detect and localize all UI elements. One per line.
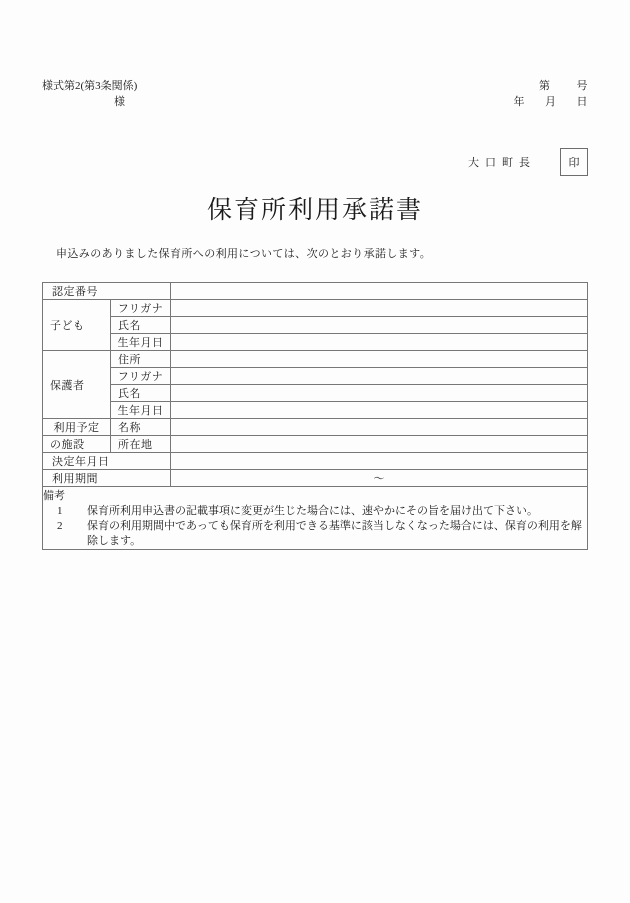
- facility-location-label: 所在地: [111, 436, 171, 453]
- header-top-row: [42, 78, 588, 94]
- header-second-row: [42, 94, 588, 110]
- table-row-guardian-address: [43, 351, 588, 368]
- approval-form-table: [42, 282, 588, 550]
- table-row-guardian-furigana: [43, 368, 588, 385]
- document-date-field: [514, 94, 589, 110]
- remarks-item-text: 保育の利用期間中であっても保育所を利用できる基準に該当しなくなった場合には、保育の利用を解除します。: [87, 520, 582, 547]
- remarks-list: [43, 504, 587, 549]
- table-row-usage-period: [43, 470, 588, 487]
- document-number-field: [539, 78, 588, 94]
- child-furigana-value[interactable]: [171, 300, 588, 317]
- issuer-line: [42, 148, 588, 176]
- certification-number-label: 認定番号: [43, 283, 171, 300]
- usage-period-label: 利用期間: [43, 470, 171, 487]
- date-month-label: 月: [545, 96, 557, 108]
- guardian-name-label: 氏名: [111, 385, 171, 402]
- remarks-title: 備考: [43, 490, 65, 502]
- table-row-guardian-birthdate: [43, 402, 588, 419]
- table-row-child-name: [43, 317, 588, 334]
- child-name-value[interactable]: [171, 317, 588, 334]
- facility-name-value[interactable]: [171, 419, 588, 436]
- date-day-label: 日: [576, 96, 588, 108]
- table-row-child-birthdate: [43, 334, 588, 351]
- facility-name-label: 名称: [111, 419, 171, 436]
- table-row-certification-number: [43, 283, 588, 300]
- list-item: [57, 519, 587, 549]
- facility-group-label-line1: 利用予定: [43, 419, 111, 436]
- guardian-birthdate-label: 生年月日: [111, 402, 171, 419]
- table-row-decision-date: [43, 453, 588, 470]
- issuer-name: 大口町長: [468, 157, 536, 169]
- remarks-cell: [43, 487, 588, 550]
- table-row-facility-name: [43, 419, 588, 436]
- child-group-label: 子ども: [43, 300, 111, 351]
- table-row-facility-location: [43, 436, 588, 453]
- facility-location-value[interactable]: [171, 436, 588, 453]
- guardian-name-value[interactable]: [171, 385, 588, 402]
- child-name-label: 氏名: [111, 317, 171, 334]
- remarks-item-number: 2: [57, 520, 63, 532]
- document-number-suffix: 号: [576, 80, 588, 92]
- guardian-address-value[interactable]: [171, 351, 588, 368]
- document-number-prefix: 第: [539, 80, 551, 92]
- table-row-guardian-name: [43, 385, 588, 402]
- seal-box: [560, 148, 588, 176]
- seal-label: 印: [568, 157, 580, 169]
- usage-period-value[interactable]: 〜: [171, 470, 588, 487]
- form-number: 様式第2(第3条関係): [42, 80, 138, 92]
- facility-group-label-line2: の施設: [43, 436, 111, 453]
- date-year-label: 年: [513, 96, 525, 108]
- certification-number-value[interactable]: [171, 283, 588, 300]
- decision-date-value[interactable]: [171, 453, 588, 470]
- guardian-furigana-label: フリガナ: [111, 368, 171, 385]
- table-row-child-furigana: [43, 300, 588, 317]
- document-header: [42, 78, 588, 110]
- guardian-birthdate-value[interactable]: [171, 402, 588, 419]
- guardian-group-label: 保護者: [43, 351, 111, 419]
- remarks-item-text: 保育所利用申込書の記載事項に変更が生じた場合には、速やかにその旨を届け出て下さい。: [87, 505, 538, 517]
- remarks-item-number: 1: [57, 505, 63, 517]
- lead-paragraph: 申込みのありました保育所への利用については、次のとおり承諾します。: [56, 248, 432, 260]
- child-birthdate-label: 生年月日: [111, 334, 171, 351]
- table-row-remarks: [43, 487, 588, 550]
- child-birthdate-value[interactable]: [171, 334, 588, 351]
- page-title: 保育所利用承諾書: [206, 197, 423, 224]
- child-furigana-label: フリガナ: [111, 300, 171, 317]
- guardian-address-label: 住所: [111, 351, 171, 368]
- list-item: [57, 504, 587, 519]
- decision-date-label: 決定年月日: [43, 453, 171, 470]
- addressee-suffix: 様: [114, 96, 125, 108]
- guardian-furigana-value[interactable]: [171, 368, 588, 385]
